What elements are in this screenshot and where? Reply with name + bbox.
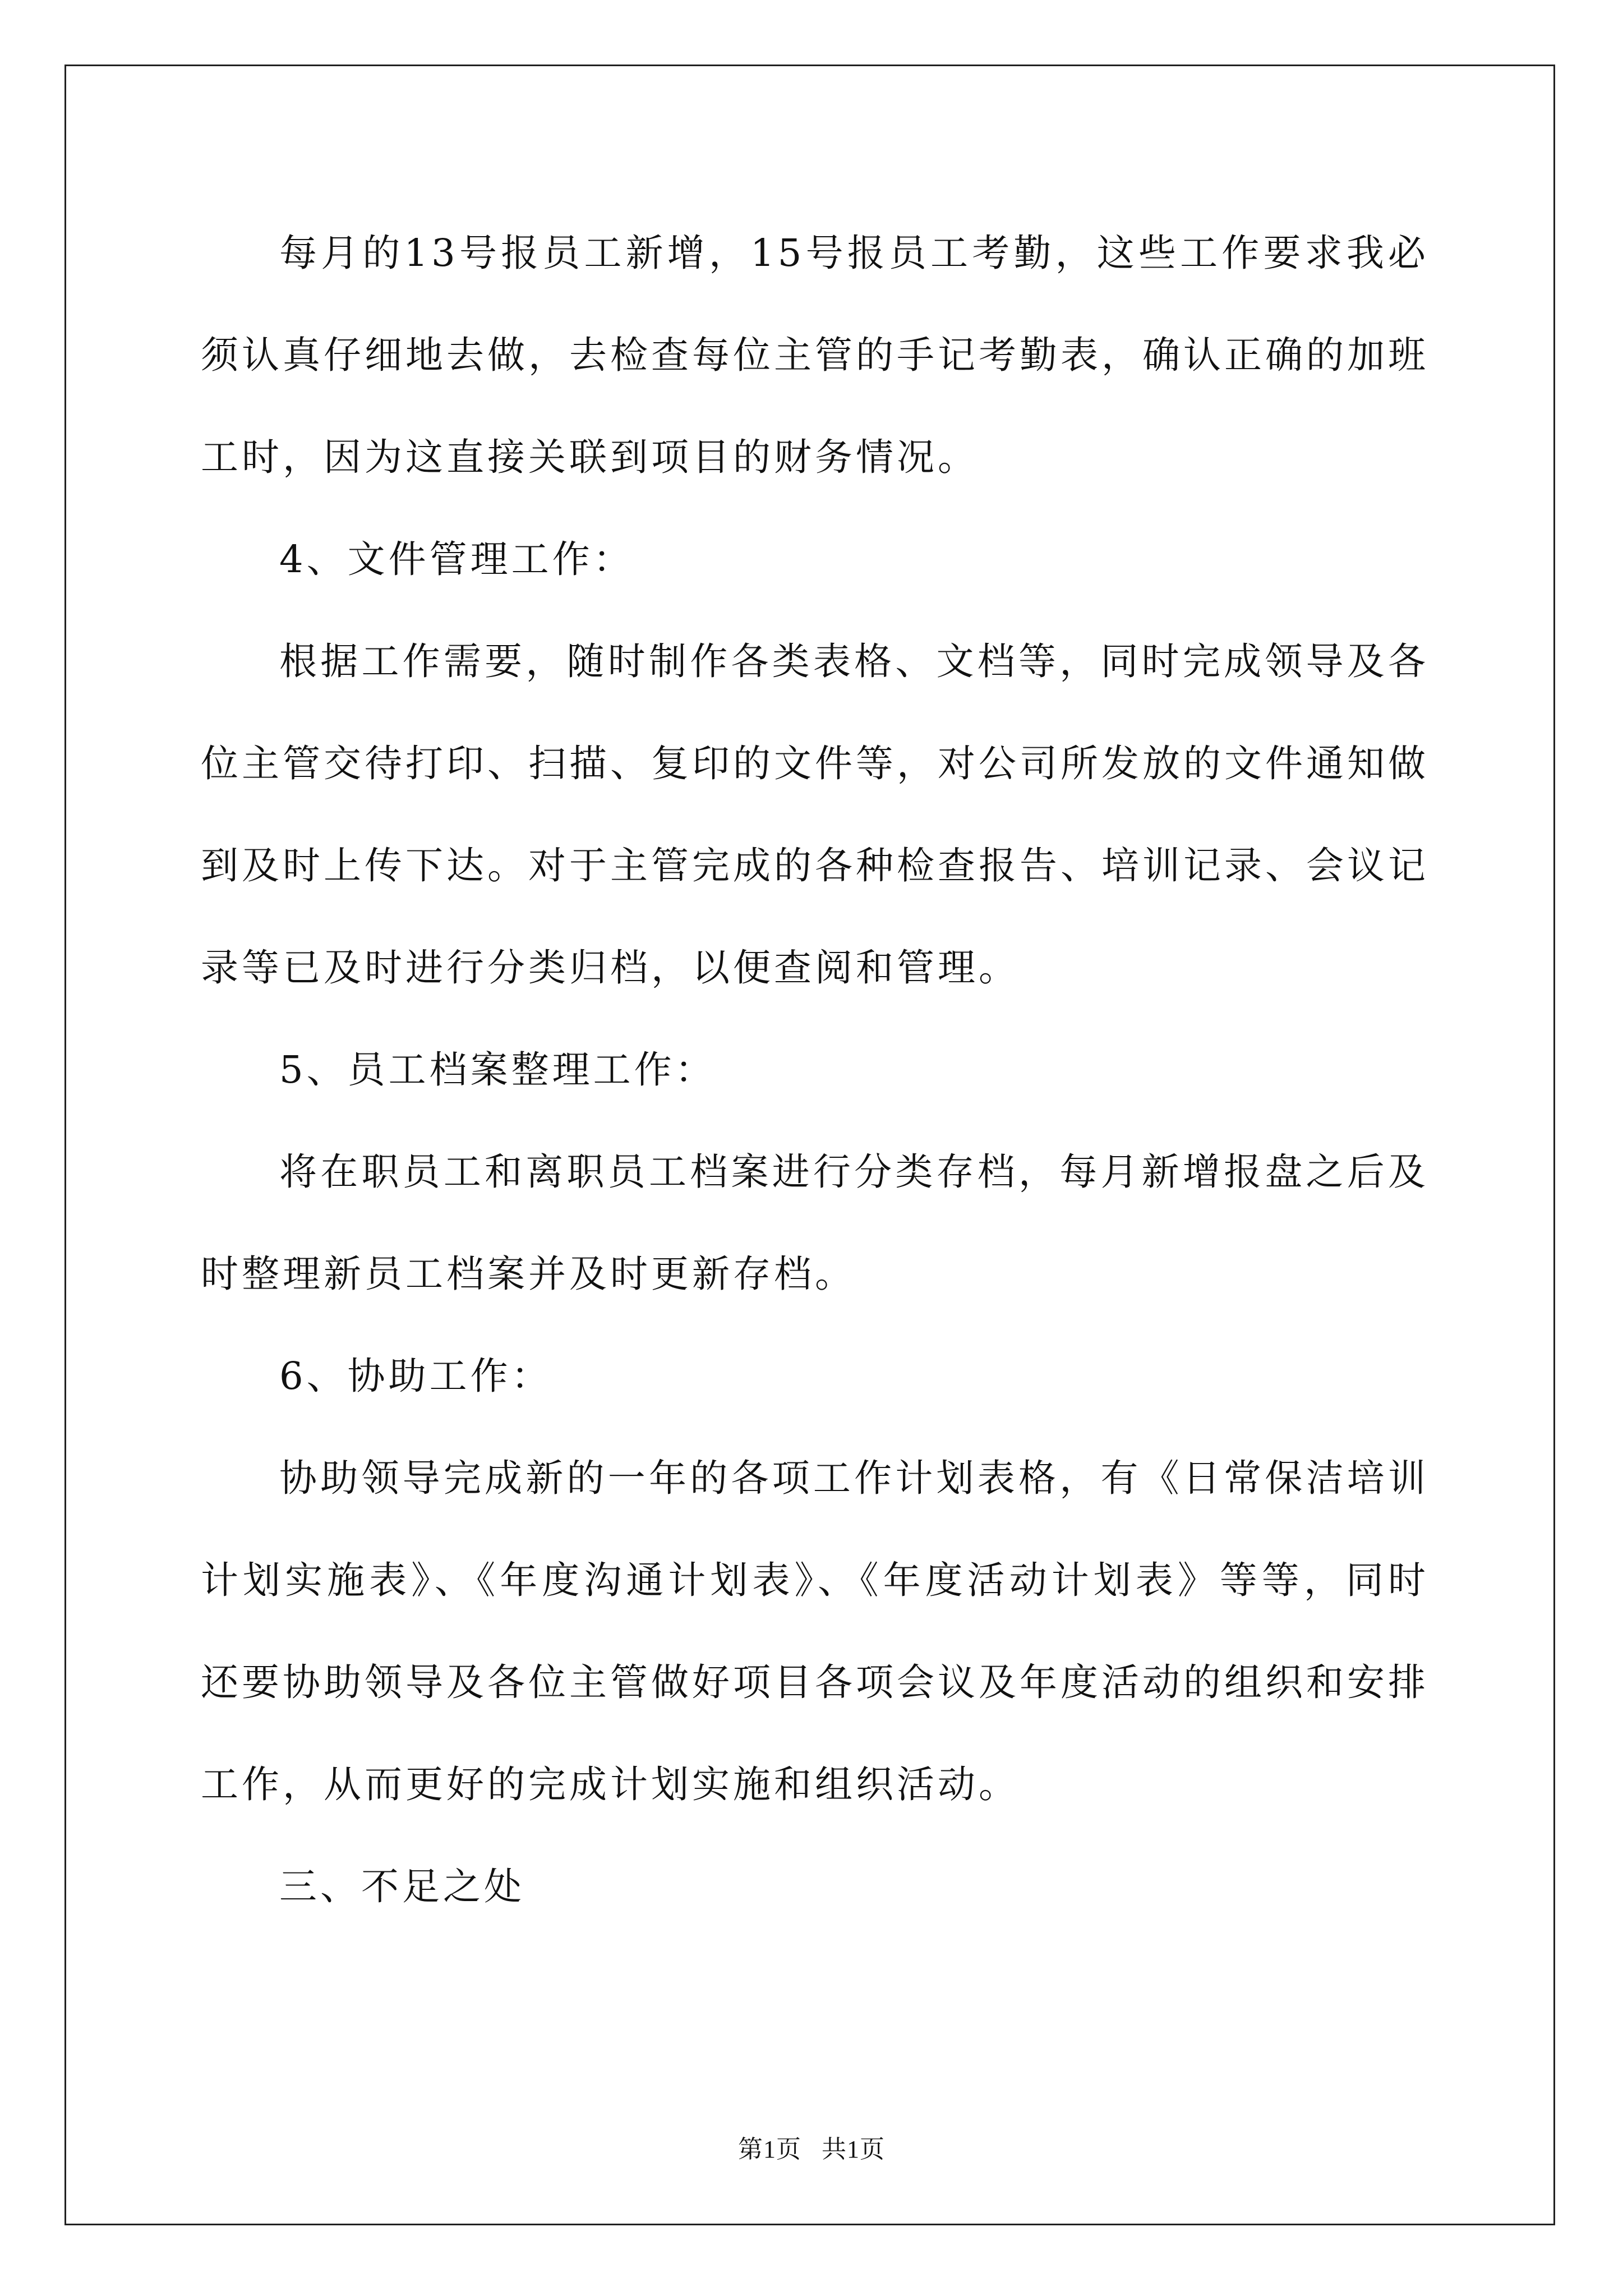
heading-shortcomings: 三、不足之处 — [279, 1865, 525, 1908]
heading-employee-records: 5、员工档案整理工作： — [279, 1048, 716, 1092]
paragraph-employee-records: 将在职员工和离职员工档案进行分类存档，每月新增报盘之后及时整理新员工档案并及时更新存档。 — [201, 1150, 1429, 1296]
heading-assistance-work: 6、协助工作： — [279, 1354, 552, 1398]
paragraph-assistance-work: 协助领导完成新的一年的各项工作计划表格，有《日常保洁培训计划实施表》、《年度沟通计划表》、《年度活动计划表》等等，同时还要协助领导及各位主管做好项目各项会议及年度活动的组织和安排工作，从而更好的完成计划实施和组织活动。 — [201, 1456, 1429, 1806]
paragraph-attendance: 每月的13号报员工新增，15号报员工考勤，这些工作要求我必须认真仔细地去做，去检查每位主管的手记考勤表，确认正确的加班工时，因为这直接关联到项目的财务情况。 — [201, 231, 1429, 479]
page-number-footer: 第1页 共1页 — [738, 2136, 885, 2163]
document-body — [201, 202, 1429, 1938]
paragraph-file-management: 根据工作需要，随时制作各类表格、文档等，同时完成领导及各位主管交待打印、扫描、复印的文件等，对公司所发放的文件通知做到及时上传下达。对于主管完成的各种检查报告、培训记录、会议记录等已及时进行分类归档，以便查阅和管理。 — [201, 639, 1429, 990]
heading-file-management: 4、文件管理工作： — [279, 537, 634, 581]
